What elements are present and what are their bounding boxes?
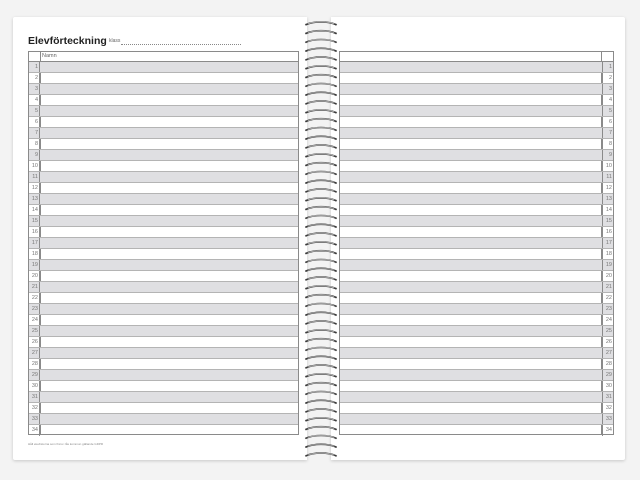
row-number: 25 <box>602 326 613 336</box>
row-number: 30 <box>29 381 40 391</box>
table-row <box>29 403 298 414</box>
table-row <box>340 161 613 172</box>
table-row <box>29 370 298 381</box>
spiral-coil <box>305 39 337 43</box>
row-number: 24 <box>29 315 40 325</box>
spiral-coil <box>305 224 337 228</box>
spiral-coil <box>305 339 337 343</box>
row-number: 11 <box>29 172 40 182</box>
row-number: 8 <box>29 139 40 149</box>
column-header-row <box>340 52 613 62</box>
row-number: 17 <box>602 238 613 248</box>
row-number: 14 <box>29 205 40 215</box>
row-number: 23 <box>29 304 40 314</box>
row-number: 3 <box>602 84 613 94</box>
spiral-coil <box>305 251 337 255</box>
spiral-coil <box>305 163 337 167</box>
table-row <box>29 62 298 73</box>
row-number: 33 <box>29 414 40 424</box>
row-number: 26 <box>602 337 613 347</box>
table-row <box>340 414 613 425</box>
row-number: 12 <box>602 183 613 193</box>
row-number: 12 <box>29 183 40 193</box>
spiral-coil <box>305 66 337 70</box>
table-row <box>29 282 298 293</box>
spiral-coil <box>305 101 337 105</box>
row-number: 18 <box>29 249 40 259</box>
row-number: 6 <box>602 117 613 127</box>
table-row <box>29 348 298 359</box>
row-number: 4 <box>602 95 613 105</box>
row-number: 31 <box>602 392 613 402</box>
name-column-header: Namn <box>42 53 57 59</box>
spiral-coil <box>305 215 337 219</box>
table-row <box>29 238 298 249</box>
row-number: 10 <box>29 161 40 171</box>
row-number: 1 <box>602 62 613 72</box>
table-row <box>340 337 613 348</box>
table-row <box>29 117 298 128</box>
table-row <box>29 293 298 304</box>
table-row <box>340 348 613 359</box>
row-number: 29 <box>602 370 613 380</box>
table-row <box>29 73 298 84</box>
row-number: 1 <box>29 62 40 72</box>
table-row <box>29 392 298 403</box>
row-number: 32 <box>29 403 40 413</box>
row-number: 13 <box>602 194 613 204</box>
spiral-coil <box>305 189 337 193</box>
table-row <box>29 84 298 95</box>
row-number: 28 <box>602 359 613 369</box>
table-row <box>340 271 613 282</box>
left-rows <box>29 62 298 437</box>
row-number: 16 <box>29 227 40 237</box>
right-rows <box>340 62 613 437</box>
row-number: 10 <box>602 161 613 171</box>
row-number: 2 <box>602 73 613 83</box>
row-number: 9 <box>29 150 40 160</box>
table-row <box>340 293 613 304</box>
spiral-coil <box>305 374 337 378</box>
table-row <box>29 139 298 150</box>
table-row <box>340 238 613 249</box>
table-row <box>340 392 613 403</box>
table-row <box>340 260 613 271</box>
row-number: 2 <box>29 73 40 83</box>
row-number: 20 <box>29 271 40 281</box>
row-number: 13 <box>29 194 40 204</box>
table-row <box>29 216 298 227</box>
row-number: 7 <box>602 128 613 138</box>
spiral-coil <box>305 136 337 140</box>
table-row <box>340 304 613 315</box>
row-number: 17 <box>29 238 40 248</box>
table-row <box>340 326 613 337</box>
spiral-coil <box>305 127 337 131</box>
row-number: 22 <box>602 293 613 303</box>
row-number: 34 <box>29 425 40 436</box>
spiral-coil <box>305 383 337 387</box>
table-row <box>340 106 613 117</box>
row-number: 33 <box>602 414 613 424</box>
spiral-coil <box>305 330 337 334</box>
right-page <box>331 17 625 460</box>
table-row <box>29 359 298 370</box>
row-number: 9 <box>602 150 613 160</box>
row-number: 34 <box>602 425 613 436</box>
table-row <box>340 84 613 95</box>
table-row <box>29 260 298 271</box>
student-list-grid-left <box>28 51 299 435</box>
spiral-coil <box>305 427 337 431</box>
table-row <box>340 139 613 150</box>
spiral-coil <box>305 92 337 96</box>
table-row <box>29 106 298 117</box>
row-number: 22 <box>29 293 40 303</box>
table-row <box>29 172 298 183</box>
table-row <box>29 95 298 106</box>
table-row <box>340 62 613 73</box>
row-number: 27 <box>602 348 613 358</box>
table-row <box>340 282 613 293</box>
table-row <box>340 194 613 205</box>
spiral-coil <box>305 391 337 395</box>
row-number: 23 <box>602 304 613 314</box>
spiral-coil <box>305 312 337 316</box>
column-header-row <box>29 52 298 62</box>
table-row <box>340 249 613 260</box>
table-row <box>340 73 613 84</box>
table-row <box>340 128 613 139</box>
spiral-coil <box>305 110 337 114</box>
table-row <box>340 117 613 128</box>
table-row <box>29 381 298 392</box>
table-row <box>29 205 298 216</box>
table-row <box>340 216 613 227</box>
table-row <box>340 315 613 326</box>
class-label: klass <box>109 38 121 44</box>
spiral-coil <box>305 400 337 404</box>
spiral-coil <box>305 57 337 61</box>
row-number: 6 <box>29 117 40 127</box>
spiral-coil <box>305 48 337 52</box>
table-row <box>29 150 298 161</box>
spiral-coil <box>305 83 337 87</box>
spiral-coil <box>305 31 337 35</box>
spiral-coil <box>305 356 337 360</box>
table-row <box>340 381 613 392</box>
table-row <box>340 172 613 183</box>
row-number: 28 <box>29 359 40 369</box>
row-number: 29 <box>29 370 40 380</box>
spiral-coil <box>305 418 337 422</box>
row-number: 5 <box>602 106 613 116</box>
table-row <box>29 326 298 337</box>
spiral-coil <box>305 409 337 413</box>
row-number: 14 <box>602 205 613 215</box>
page-title: Elevförteckning <box>28 35 107 47</box>
spiral-coil <box>305 286 337 290</box>
spiral-coil <box>305 180 337 184</box>
row-number: 21 <box>29 282 40 292</box>
table-row <box>29 315 298 326</box>
table-row <box>340 227 613 238</box>
spiral-coil <box>305 259 337 263</box>
row-number: 11 <box>602 172 613 182</box>
spiral-coil <box>305 207 337 211</box>
table-row <box>29 414 298 425</box>
row-number: 26 <box>29 337 40 347</box>
table-row <box>340 183 613 194</box>
spiral-coil <box>305 75 337 79</box>
spiral-coil <box>305 435 337 439</box>
row-number: 20 <box>602 271 613 281</box>
table-row <box>340 403 613 414</box>
spiral-coil <box>305 268 337 272</box>
row-number: 15 <box>29 216 40 226</box>
spiral-binding <box>300 16 342 462</box>
row-number: 18 <box>602 249 613 259</box>
row-number: 21 <box>602 282 613 292</box>
spiral-coil <box>305 171 337 175</box>
spiral-coil <box>305 303 337 307</box>
table-row <box>340 95 613 106</box>
row-number: 15 <box>602 216 613 226</box>
spiral-coil <box>305 198 337 202</box>
row-number: 7 <box>29 128 40 138</box>
table-row <box>340 359 613 370</box>
row-number: 3 <box>29 84 40 94</box>
table-row <box>29 425 298 436</box>
table-row <box>29 194 298 205</box>
row-number: 27 <box>29 348 40 358</box>
spiral-coil <box>305 444 337 448</box>
spiral-coil <box>305 347 337 351</box>
spiral-coil <box>305 154 337 158</box>
row-number: 24 <box>602 315 613 325</box>
row-number: 16 <box>602 227 613 237</box>
row-number: 19 <box>602 260 613 270</box>
spiral-coil <box>305 145 337 149</box>
table-row <box>29 271 298 282</box>
spiral-coil <box>305 119 337 123</box>
table-row <box>340 370 613 381</box>
table-row <box>340 205 613 216</box>
spiral-coil <box>305 277 337 281</box>
spiral-coil <box>305 242 337 246</box>
table-row <box>29 304 298 315</box>
row-number: 19 <box>29 260 40 270</box>
spiral-coil <box>305 295 337 299</box>
spiral-coil <box>305 321 337 325</box>
spiral-coil <box>305 233 337 237</box>
table-row <box>29 161 298 172</box>
spiral-coil <box>305 453 337 457</box>
table-row <box>29 128 298 139</box>
table-row <box>29 249 298 260</box>
left-page <box>13 17 307 460</box>
table-row <box>29 183 298 194</box>
row-number: 8 <box>602 139 613 149</box>
row-number: 31 <box>29 392 40 402</box>
class-field-line <box>121 44 241 45</box>
table-row <box>340 425 613 436</box>
spiral-coil <box>305 22 337 26</box>
row-number: 30 <box>602 381 613 391</box>
table-row <box>340 150 613 161</box>
table-row <box>29 227 298 238</box>
row-number: 32 <box>602 403 613 413</box>
row-number: 4 <box>29 95 40 105</box>
student-list-grid-right <box>339 51 614 435</box>
row-number: 25 <box>29 326 40 336</box>
table-row <box>29 337 298 348</box>
spiral-coil <box>305 365 337 369</box>
row-number: 5 <box>29 106 40 116</box>
footnote: Håll elevlistorna som finns i lås kommun gällande GDPR <box>28 442 104 446</box>
